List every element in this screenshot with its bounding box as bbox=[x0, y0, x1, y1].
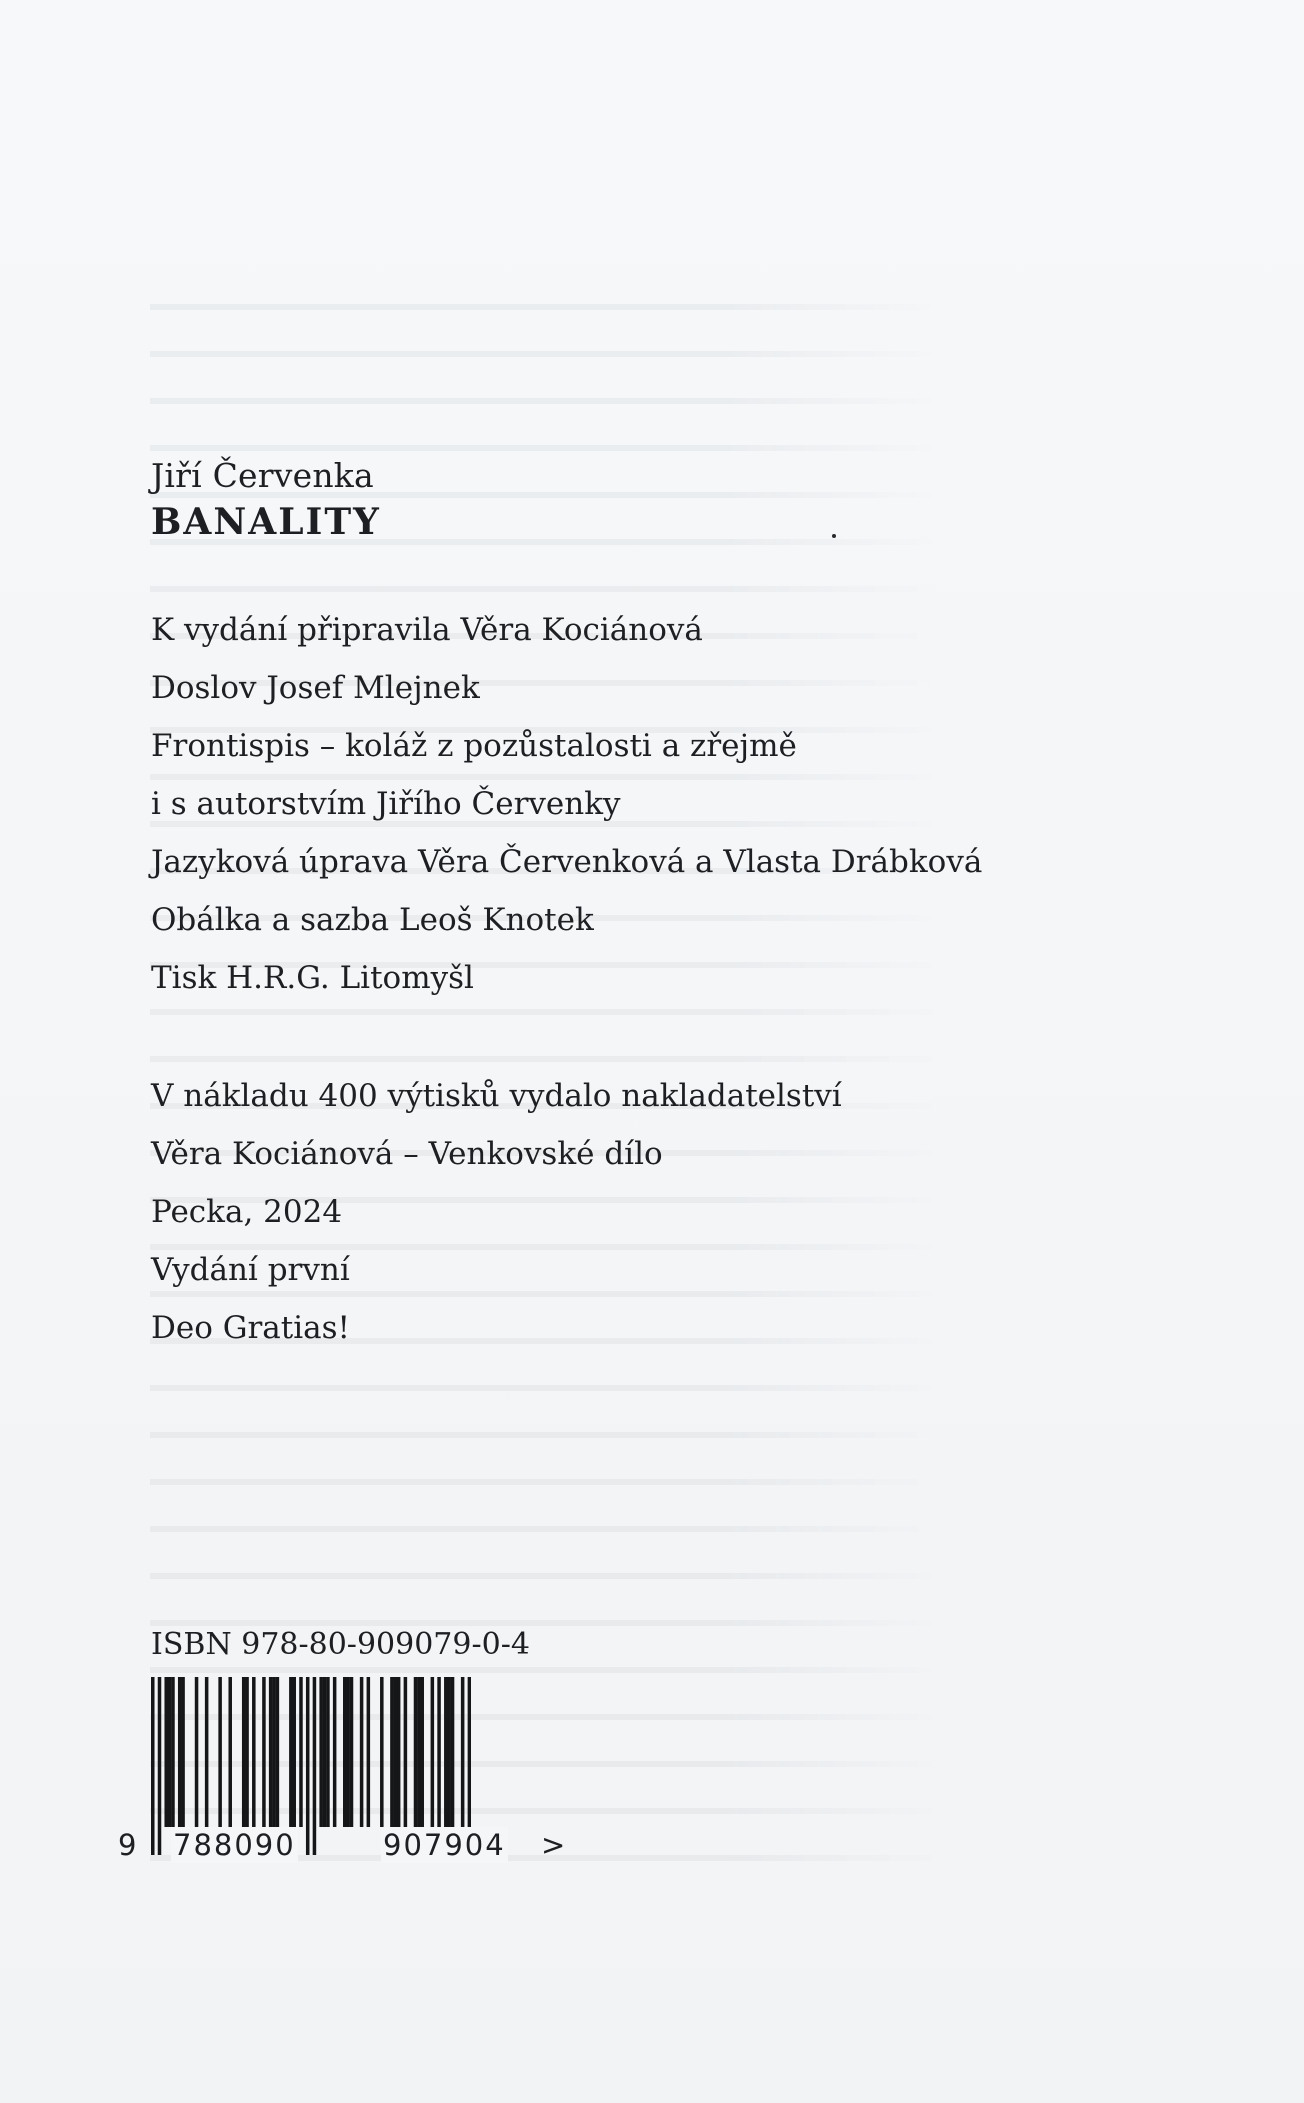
barcode-guard-bar bbox=[151, 1677, 155, 1855]
barcode-bar bbox=[181, 1677, 185, 1827]
barcode-bar bbox=[195, 1677, 199, 1827]
barcode-bar bbox=[245, 1677, 249, 1827]
barcode-bar bbox=[360, 1677, 364, 1827]
barcode-bar bbox=[228, 1677, 232, 1827]
barcode-bar bbox=[451, 1677, 455, 1827]
colophon bbox=[151, 453, 1151, 1357]
credit-line-cover-typesetting: Obálka a sazba Leoš Knotek bbox=[151, 902, 594, 938]
barcode-bar bbox=[289, 1677, 293, 1827]
barcode-bar bbox=[262, 1677, 266, 1827]
barcode-bar bbox=[447, 1677, 451, 1827]
barcode-bar bbox=[178, 1677, 182, 1827]
barcode-bar bbox=[164, 1677, 168, 1827]
edition-line-closing: Deo Gratias! bbox=[151, 1310, 351, 1346]
barcode-bar bbox=[168, 1677, 172, 1827]
barcode-bar bbox=[350, 1677, 354, 1827]
author-name: Jiří Červenka bbox=[151, 456, 374, 495]
isbn-number: ISBN 978-80-909079-0-4 bbox=[151, 1627, 530, 1662]
barcode-bar bbox=[323, 1677, 327, 1827]
barcode-guard-bar bbox=[313, 1677, 317, 1855]
barcode-bar bbox=[437, 1677, 441, 1827]
barcode-bar bbox=[333, 1677, 337, 1827]
barcode-digit-first: 9 bbox=[118, 1828, 137, 1862]
barcode-bar bbox=[299, 1677, 303, 1827]
barcode-bar bbox=[390, 1677, 394, 1827]
barcode-bar bbox=[431, 1677, 435, 1827]
credit-line-proofreading: Jazyková úprava Věra Červenková a Vlasta Drábková bbox=[151, 844, 983, 880]
barcode-quiet-zone-mark: > bbox=[541, 1828, 566, 1862]
barcode-bar bbox=[292, 1677, 296, 1827]
ink-dot bbox=[832, 534, 836, 538]
barcode-bar bbox=[346, 1677, 350, 1827]
edition-line-place-year: Pecka, 2024 bbox=[151, 1194, 343, 1230]
barcode-bar bbox=[367, 1677, 371, 1827]
credit-line-frontispiece: Frontispis – koláž z pozůstalosti a zřejmě bbox=[151, 728, 797, 764]
barcode-bar bbox=[205, 1677, 209, 1827]
credit-line-printer: Tisk H.R.G. Litomyšl bbox=[151, 960, 474, 996]
barcode-bar bbox=[414, 1677, 418, 1827]
barcode-bar bbox=[218, 1677, 222, 1827]
barcode-bar bbox=[242, 1677, 246, 1827]
barcode-guard-bar bbox=[306, 1677, 310, 1855]
barcode-bar bbox=[417, 1677, 421, 1827]
barcode-bar bbox=[276, 1677, 280, 1827]
barcode-guard-bar bbox=[158, 1677, 162, 1855]
edition-line-publisher: Věra Kociánová – Venkovské dílo bbox=[151, 1136, 663, 1172]
barcode-bar bbox=[380, 1677, 384, 1827]
barcode-digits-left: 788090 bbox=[173, 1828, 296, 1862]
credit-line-frontispiece-cont: i s autorstvím Jiřího Červenky bbox=[151, 786, 621, 822]
barcode-digits-right: 907904 bbox=[383, 1828, 506, 1862]
credit-line-editor: K vydání připravila Věra Kociánová bbox=[151, 612, 703, 648]
barcode-bar bbox=[252, 1677, 256, 1827]
barcode-bar bbox=[272, 1677, 276, 1827]
barcode-bar bbox=[319, 1677, 323, 1827]
edition-line-edition: Vydání první bbox=[151, 1252, 350, 1288]
barcode-bar bbox=[269, 1677, 273, 1827]
edition-line-print-run: V nákladu 400 výtisků vydalo nakladatelství bbox=[151, 1078, 842, 1114]
barcode-bar bbox=[397, 1677, 401, 1827]
book-title: BANALITY bbox=[151, 501, 381, 543]
barcode-bar bbox=[171, 1677, 175, 1827]
credit-line-afterword: Doslov Josef Mlejnek bbox=[151, 670, 480, 706]
credits-list bbox=[151, 601, 1151, 1007]
barcode-bar bbox=[420, 1677, 424, 1827]
barcode bbox=[113, 1677, 566, 1877]
barcode-bar bbox=[343, 1677, 347, 1827]
barcode-bar bbox=[404, 1677, 408, 1827]
barcode-bar bbox=[394, 1677, 398, 1827]
edition-list bbox=[151, 1067, 1151, 1357]
barcode-bar bbox=[444, 1677, 448, 1827]
isbn-block bbox=[113, 1625, 566, 1877]
barcode-bar bbox=[326, 1677, 330, 1827]
